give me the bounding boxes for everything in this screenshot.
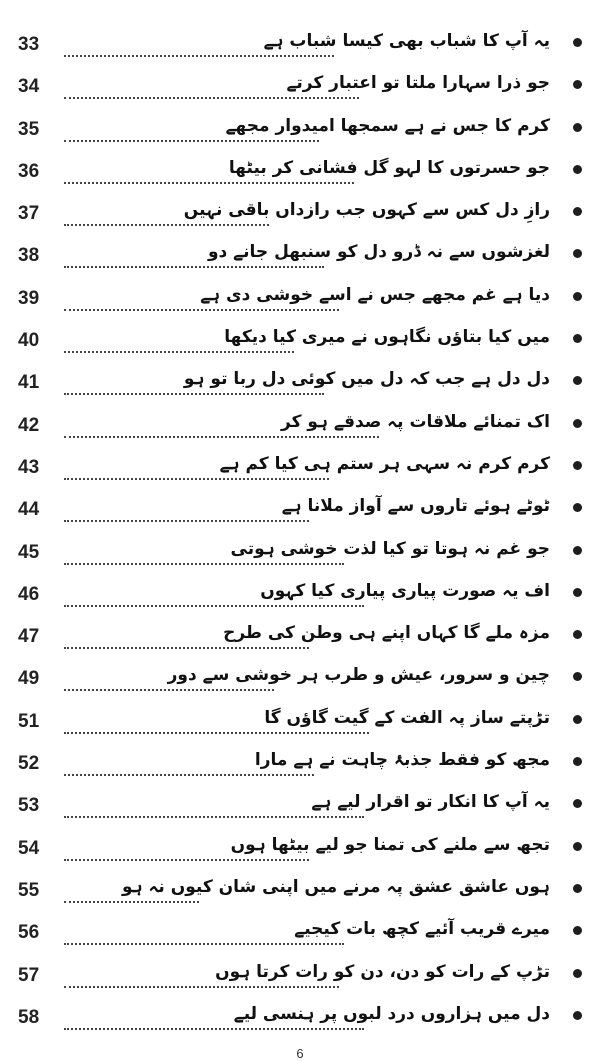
toc-title: مزہ ملے گا کہاں اپنے ہی وطن کی طرح: [223, 623, 550, 644]
toc-title: دل میں ہزاروں درد لبوں پر ہنسی لیے: [233, 1003, 550, 1024]
toc-title: جو حسرتوں کا لہو گل فشانی کر بیٹھا: [228, 157, 550, 178]
bullet-icon: [573, 292, 582, 301]
toc-entry: [0, 705, 600, 747]
toc-entry: [0, 789, 600, 831]
bullet-icon: [573, 249, 582, 258]
toc-title: کرم کا جس نے ہے سمجھا امیدوار مجھے: [225, 115, 550, 136]
table-of-contents: [0, 28, 600, 1043]
toc-page-number: 42: [18, 414, 40, 436]
bullet-icon: [573, 419, 582, 428]
toc-page-number: 58: [18, 1006, 40, 1028]
toc-page-number: 53: [18, 795, 40, 817]
bullet-icon: [573, 757, 582, 766]
bullet-icon: [573, 376, 582, 385]
toc-title: اک تمنائے ملاقات پہ صدقے ہو کر: [281, 411, 550, 432]
toc-title: ٹوٹے ہوئے تاروں سے آواز ملانا ہے: [281, 496, 550, 517]
toc-page-number: 38: [18, 245, 40, 267]
toc-title: رازِ دل کس سے کہوں جب رازداں باقی نہیں: [183, 200, 550, 221]
toc-title: تڑپتے ساز پہ الفت کے گیت گاؤں گا: [264, 707, 550, 728]
toc-title: دیا ہے غم مجھے جس نے اسے خوشی دی ہے: [200, 284, 550, 305]
toc-page-number: 37: [18, 203, 40, 225]
bullet-icon: [573, 546, 582, 555]
toc-title: تجھ سے ملنے کی تمنا جو لیے بیٹھا ہوں: [230, 834, 550, 855]
toc-page-number: 51: [18, 710, 40, 732]
toc-page-number: 54: [18, 837, 40, 859]
toc-entry: [0, 197, 600, 239]
toc-entry: [0, 1001, 600, 1043]
toc-title: جو ذرا سہارا ملتا تو اعتبار کرتے: [286, 73, 550, 94]
bullet-icon: [573, 926, 582, 935]
toc-title: تڑپ کے رات کو دن، دن کو رات کرتا ہوں: [215, 961, 550, 982]
toc-entry: [0, 113, 600, 155]
toc-title: کرم کرم نہ سہی ہر ستم ہی کیا کم ہے: [219, 453, 550, 474]
toc-title: دل دل ہے جب کہ دل میں کوئی دل ربا تو ہو: [183, 369, 550, 390]
toc-page-number: 57: [18, 964, 40, 986]
bullet-icon: [573, 969, 582, 978]
bullet-icon: [573, 80, 582, 89]
toc-page-number: 41: [18, 372, 40, 394]
toc-title: جو غم نہ ہوتا تو کیا لذت خوشی ہوتی: [230, 538, 550, 559]
toc-title: میں کیا بتاؤں نگاہوں نے میری کیا دیکھا: [224, 327, 550, 348]
bullet-icon: [573, 503, 582, 512]
bullet-icon: [573, 715, 582, 724]
toc-entry: [0, 366, 600, 408]
bullet-icon: [573, 461, 582, 470]
toc-page-number: 35: [18, 118, 40, 140]
bullet-icon: [573, 672, 582, 681]
toc-title: یہ آپ کا شباب بھی کیسا شباب ہے: [263, 31, 550, 51]
bullet-icon: [573, 630, 582, 639]
toc-page-number: 33: [18, 34, 40, 55]
toc-entry: [0, 747, 600, 789]
page-number: 6: [296, 1046, 304, 1061]
toc-page-number: 47: [18, 626, 40, 648]
toc-page-number: 55: [18, 879, 40, 901]
toc-page-number: 43: [18, 456, 40, 478]
toc-leader-dots: [64, 506, 309, 522]
bullet-icon: [573, 334, 582, 343]
toc-title: ہوں عاشق عشق پہ مرنے میں اپنی شان کیوں نہ ہو: [121, 876, 550, 897]
toc-page-number: 40: [18, 330, 40, 352]
toc-title: لغزشوں سے نہ ڈرو دل کو سنبھل جانے دو: [207, 242, 550, 263]
toc-entry: [0, 282, 600, 324]
toc-title: میرے قریب آئیے کچھ بات کیجیے: [294, 919, 550, 940]
bullet-icon: [573, 207, 582, 216]
toc-entry: [0, 662, 600, 704]
toc-page-number: 49: [18, 668, 40, 690]
toc-title: چین و سرور، عیش و طرب ہر خوشی سے دور: [167, 665, 550, 686]
toc-entry: [0, 916, 600, 958]
bullet-icon: [573, 165, 582, 174]
bullet-icon: [573, 588, 582, 597]
toc-entry: [0, 620, 600, 662]
toc-entry: [0, 324, 600, 366]
toc-entry: [0, 239, 600, 281]
bullet-icon: [573, 799, 582, 808]
toc-page-number: 36: [18, 160, 40, 182]
toc-entry: [0, 959, 600, 1001]
bullet-icon: [573, 884, 582, 893]
toc-page-number: 46: [18, 583, 40, 605]
toc-entry: [0, 28, 600, 70]
toc-page-number: 34: [18, 76, 40, 98]
toc-page-number: 44: [18, 499, 40, 521]
bullet-icon: [573, 38, 582, 47]
toc-title: مجھ کو فقط جذبۂ چاہت نے ہے مارا: [254, 750, 550, 771]
toc-entry: [0, 409, 600, 451]
toc-page-number: 52: [18, 753, 40, 775]
toc-entry: [0, 70, 600, 112]
toc-page-number: 45: [18, 541, 40, 563]
bullet-icon: [573, 1011, 582, 1020]
toc-title: اف یہ صورت پیاری پیاری کیا کہوں: [260, 580, 550, 601]
bullet-icon: [573, 123, 582, 132]
toc-entry: [0, 451, 600, 493]
toc-entry: [0, 493, 600, 535]
toc-entry: [0, 155, 600, 197]
toc-entry: [0, 536, 600, 578]
toc-entry: [0, 578, 600, 620]
toc-page-number: 56: [18, 922, 40, 944]
toc-page-number: 39: [18, 287, 40, 309]
toc-entry: [0, 832, 600, 874]
bullet-icon: [573, 842, 582, 851]
toc-entry: [0, 874, 600, 916]
toc-title: یہ آپ کا انکار تو اقرار لیے ہے: [311, 792, 550, 813]
